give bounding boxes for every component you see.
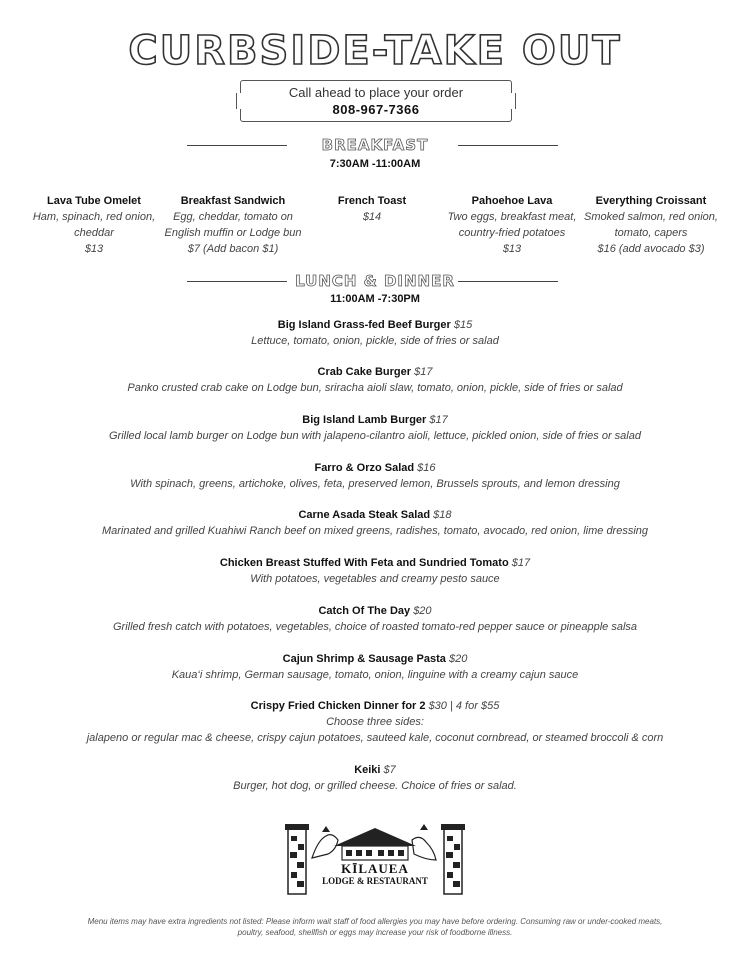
breakfast-item-price: $7 (Add bacon $1) — [187, 243, 279, 255]
menu-item-name: Big Island Lamb Burger — [302, 414, 427, 426]
menu-item-name: Crab Cake Burger — [317, 366, 412, 378]
logo-subtitle: LODGE & RESTAURANT — [322, 876, 428, 886]
menu-item-price: $20 — [413, 605, 432, 617]
menu-item-desc: Marinated and grilled Kuahiwi Ranch beef on mixed greens, radishes, tomato, avocado, red onion, lime dressing — [101, 525, 649, 537]
breakfast-item-desc: Egg, cheddar, tomato on English muffin or Lodge bun — [164, 211, 302, 239]
menu-item-name: Chicken Breast Stuffed With Feta and Sundried Tomato — [219, 557, 509, 569]
breakfast-item-name: Lava Tube Omelet — [47, 195, 141, 207]
menu-item-name: Cajun Shrimp & Sausage Pasta — [282, 653, 446, 665]
menu-item-name: Carne Asada Steak Salad — [298, 509, 431, 521]
allergy-disclaimer: Menu items may have extra ingredients not listed: Please inform wait staff of food allergies you may have before ordering. Consuming raw or under-cooked meats, poultry, seafood, shellfish or eggs may increase your risk of foodborne illness. — [87, 917, 663, 937]
menu-item-price: $17 — [429, 414, 448, 426]
menu-item-desc: With spinach, greens, artichoke, olives, feta, preserved lemon, Brussels sprouts, and lemon dressing — [130, 478, 620, 490]
breakfast-item-price: $13 — [84, 243, 104, 255]
menu-item-price: $17 — [511, 557, 531, 569]
phone-number[interactable]: 808-967-7366 — [332, 102, 420, 117]
page-title: CURBSIDE-TAKE OUT — [128, 28, 622, 74]
menu-item-name: Farro & Orzo Salad — [314, 462, 415, 474]
call-ahead-text: Call ahead to place your order — [288, 85, 464, 100]
menu-item — [0, 507, 750, 539]
breakfast-item — [442, 193, 582, 257]
menu-item-price: $7 — [383, 764, 396, 776]
breakfast-item-price: $13 — [502, 243, 522, 255]
breakfast-item — [163, 193, 303, 257]
menu-item-desc-sides: jalapeno or regular mac & cheese, crispy cajun potatoes, sauteed kale, coconut cornbread, or steamed broccoli & corn — [86, 732, 664, 744]
menu-item — [0, 460, 750, 492]
menu-item — [0, 412, 750, 444]
breakfast-item — [581, 193, 721, 257]
menu-item-price: $18 — [433, 509, 452, 521]
menu-item-price: $16 — [417, 462, 436, 474]
menu-item-price: $15 — [453, 319, 473, 331]
menu-item-desc: Grilled fresh catch with potatoes, vegetables, choice of roasted tomato-red pepper sauce or pineapple salsa — [112, 621, 638, 633]
menu-item-desc: With potatoes, vegetables and creamy pesto sauce — [250, 573, 500, 585]
menu-item — [0, 555, 750, 587]
menu-item — [0, 762, 750, 794]
menu-item-price: $20 — [448, 653, 468, 665]
menu-item-desc: Lettuce, tomato, onion, pickle, side of fries or salad — [251, 335, 499, 347]
menu-item-price: $17 — [414, 366, 433, 378]
lunch-dinner-hours: 11:00AM -7:30PM — [330, 293, 420, 305]
menu-item — [0, 317, 750, 349]
menu-item-name: Big Island Grass-fed Beef Burger — [277, 319, 451, 331]
logo-name: KĪLAUEA — [341, 861, 409, 876]
breakfast-item-name: Breakfast Sandwich — [180, 195, 286, 207]
lunch-dinner-title: LUNCH & DINNER — [295, 272, 455, 290]
menu-item-price: $30 | 4 for $55 — [428, 700, 500, 712]
menu-item-desc: Panko crusted crab cake on Lodge bun, sriracha aioli slaw, tomato, onion, pickle, side of fries or salad — [127, 382, 623, 394]
menu-item — [0, 364, 750, 396]
breakfast-title: BREAKFAST — [321, 136, 429, 154]
breakfast-item-desc: Smoked salmon, red onion, tomato, capers — [584, 211, 718, 239]
menu-item — [0, 651, 750, 683]
breakfast-item-desc: Two eggs, breakfast meat, country-fried potatoes — [447, 211, 577, 239]
menu-item-name: Catch Of The Day — [318, 605, 411, 617]
menu-item-desc: Kaua‘i shrimp, German sausage, tomato, onion, linguine with a creamy cajun sauce — [171, 669, 579, 681]
breakfast-item-price: $16 (add avocado $3) — [597, 243, 705, 255]
menu-item — [0, 603, 750, 635]
call-ahead-box — [240, 80, 512, 122]
breakfast-item — [302, 193, 442, 225]
menu-item — [0, 698, 750, 746]
breakfast-item-name: Everything Croissant — [595, 195, 707, 207]
menu-item-desc: Burger, hot dog, or grilled cheese. Choice of fries or salad. — [233, 780, 517, 792]
menu-item-name: Keiki — [354, 764, 381, 776]
breakfast-item-price: $14 — [362, 211, 382, 223]
breakfast-item — [24, 193, 164, 257]
breakfast-hours: 7:30AM -11:00AM — [329, 158, 421, 170]
menu-item-desc: Choose three sides: — [326, 716, 424, 728]
breakfast-item-desc: Ham, spinach, red onion, cheddar — [32, 211, 156, 239]
breakfast-item-name: Pahoehoe Lava — [471, 195, 553, 207]
menu-item-desc: Grilled local lamb burger on Lodge bun with jalapeno-cilantro aioli, lettuce, pickled onion, side of fries or salad — [109, 430, 641, 442]
menu-item-name: Crispy Fried Chicken Dinner for 2 — [250, 700, 426, 712]
breakfast-item-name: French Toast — [337, 195, 407, 207]
